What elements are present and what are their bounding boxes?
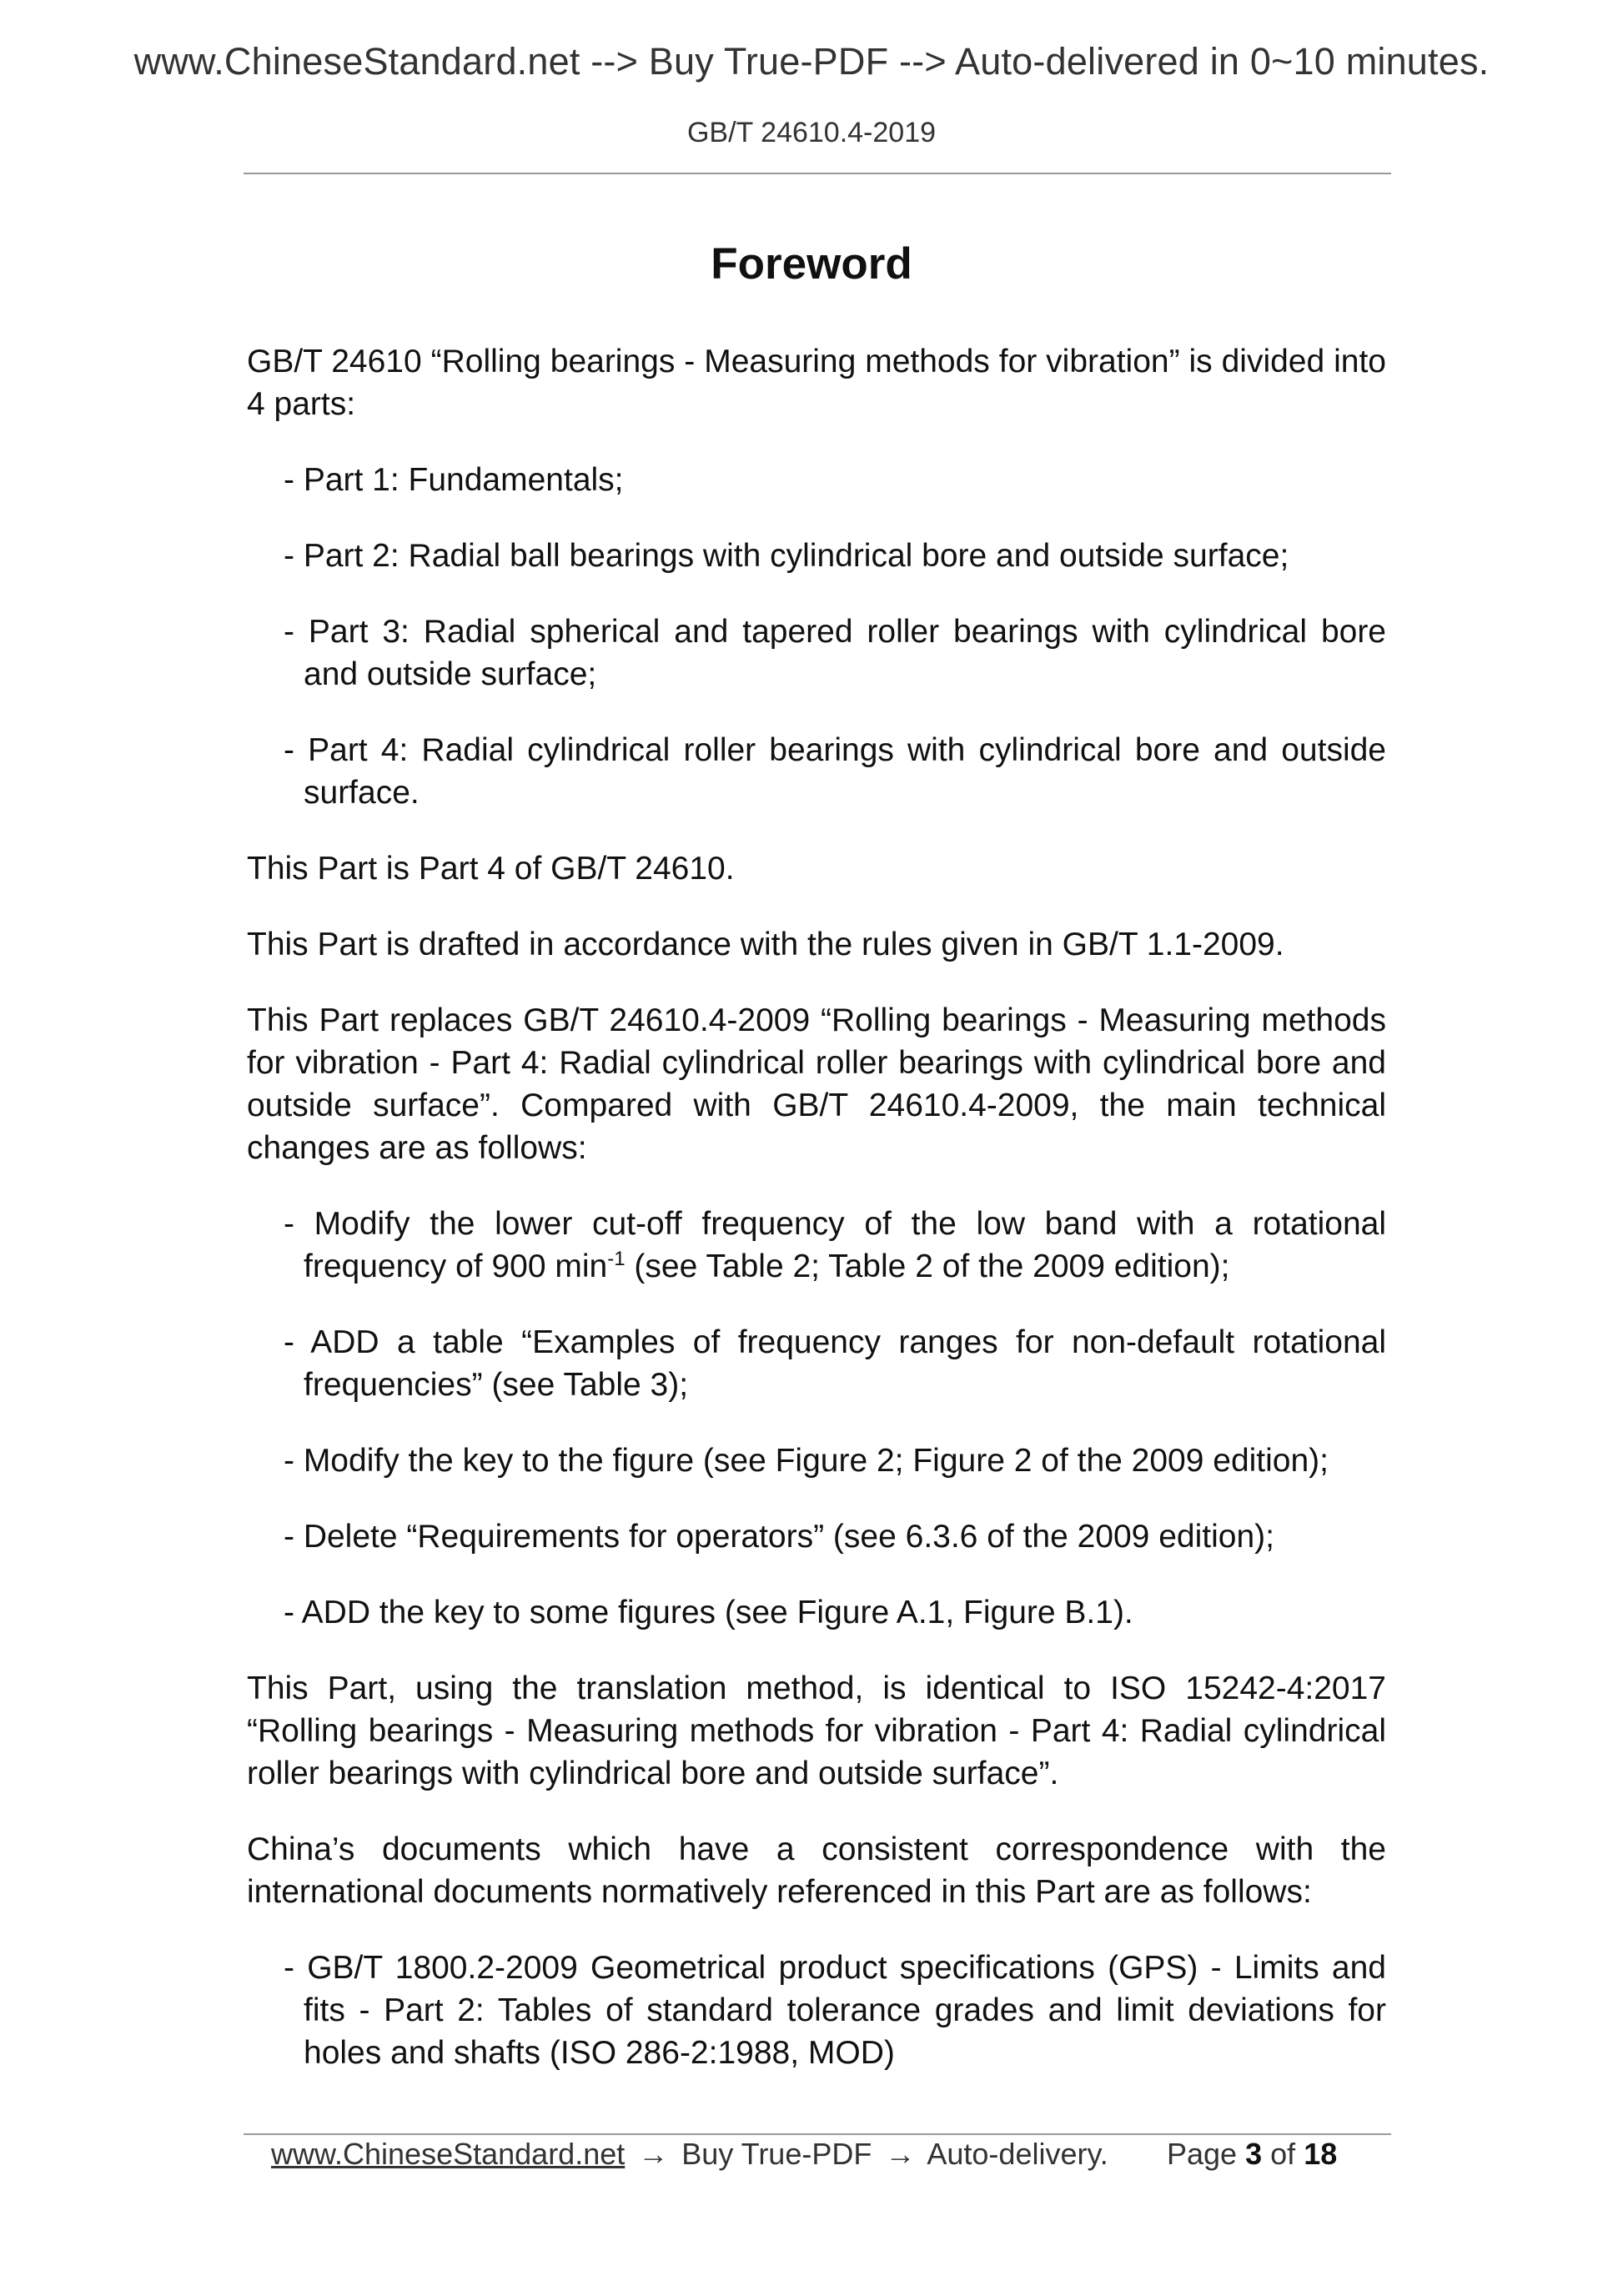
standard-code: GB/T 24610.4-2019 <box>686 117 937 148</box>
buy-text: Buy True-PDF <box>681 2137 872 2171</box>
part-list-item: - Part 1: Fundamentals; <box>284 462 624 498</box>
exponent: -1 <box>607 1248 626 1270</box>
page-total: 18 <box>1304 2137 1338 2171</box>
intro-paragraph: GB/T 24610 “Rolling bearings - Measuring methods for vibration” is divided into 4 parts: <box>247 344 1386 422</box>
arrow-right-icon: → <box>638 2137 669 2171</box>
footer-divider <box>244 2133 1391 2135</box>
site-link[interactable]: www.ChineseStandard.net <box>271 2137 626 2171</box>
arrow-right-icon: → <box>885 2137 916 2171</box>
page-indicator <box>1167 2137 1337 2172</box>
change-list-item: - Modify the key to the figure (see Figure 2; Figure 2 of the 2009 edition); <box>284 1443 1329 1479</box>
correspondence-paragraph: China’s documents which have a consistent correspondence with the international documents normatively referenced in this Part are as follows: <box>247 1831 1386 1910</box>
translation-paragraph: This Part, using the translation method, is identical to ISO 15242-4:2017 “Rolling bearings - Measuring methods for vibration - Part 4: Radial cylindrical roller bearings with cylindrical bore and outside surface”. <box>247 1671 1386 1791</box>
page-label: Page <box>1167 2137 1238 2171</box>
page-title: Foreword <box>711 239 912 289</box>
delivery-text: Auto-delivery. <box>927 2137 1108 2171</box>
site-banner: www.ChineseStandard.net --> Buy True-PDF --> Auto-delivered in 0~10 minutes. <box>133 40 1490 83</box>
change-list-item <box>284 1203 1386 1288</box>
header-divider <box>244 173 1391 174</box>
change-text: - Modify the lower cut-off frequency of the low band with a rotational frequency of 900 min <box>284 1206 1386 1284</box>
page-number: 3 <box>1245 2137 1263 2171</box>
replaces-paragraph: This Part replaces GB/T 24610.4-2009 “Rolling bearings - Measuring methods for vibration - Part 4: Radial cylindrical roller bearings with cylindrical bore and outside surface”. Compared with GB/T 24610.4-2009, the main technical changes are as follows: <box>247 1002 1386 1166</box>
document-body <box>247 340 1386 2074</box>
of-label: of <box>1270 2137 1296 2171</box>
change-list-item: - Delete “Requirements for operators” (see 6.3.6 of the 2009 edition); <box>284 1519 1274 1555</box>
part-list-item: - Part 4: Radial cylindrical roller bearings with cylindrical bore and outside surface. <box>284 732 1386 811</box>
change-list-item: - ADD a table “Examples of frequency ranges for non-default rotational frequencies” (see Table 3); <box>284 1324 1386 1403</box>
page-footer <box>271 2137 1372 2172</box>
change-text: (see Table 2; Table 2 of the 2009 edition); <box>625 1248 1230 1284</box>
change-list-item: - ADD the key to some figures (see Figure A.1, Figure B.1). <box>284 1595 1133 1630</box>
part-list-item: - Part 2: Radial ball bearings with cylindrical bore and outside surface; <box>284 538 1289 574</box>
part-of-paragraph: This Part is Part 4 of GB/T 24610. <box>247 851 735 887</box>
drafted-paragraph: This Part is drafted in accordance with the rules given in GB/T 1.1-2009. <box>247 927 1284 962</box>
part-list-item: - Part 3: Radial spherical and tapered roller bearings with cylindrical bore and outside surface; <box>284 614 1386 692</box>
reference-list-item: - GB/T 1800.2-2009 Geometrical product specifications (GPS) - Limits and fits - Part 2: Tables of standard tolerance grades and limit deviations for holes and shafts (ISO 286-2:1988, MOD) <box>284 1950 1386 2071</box>
